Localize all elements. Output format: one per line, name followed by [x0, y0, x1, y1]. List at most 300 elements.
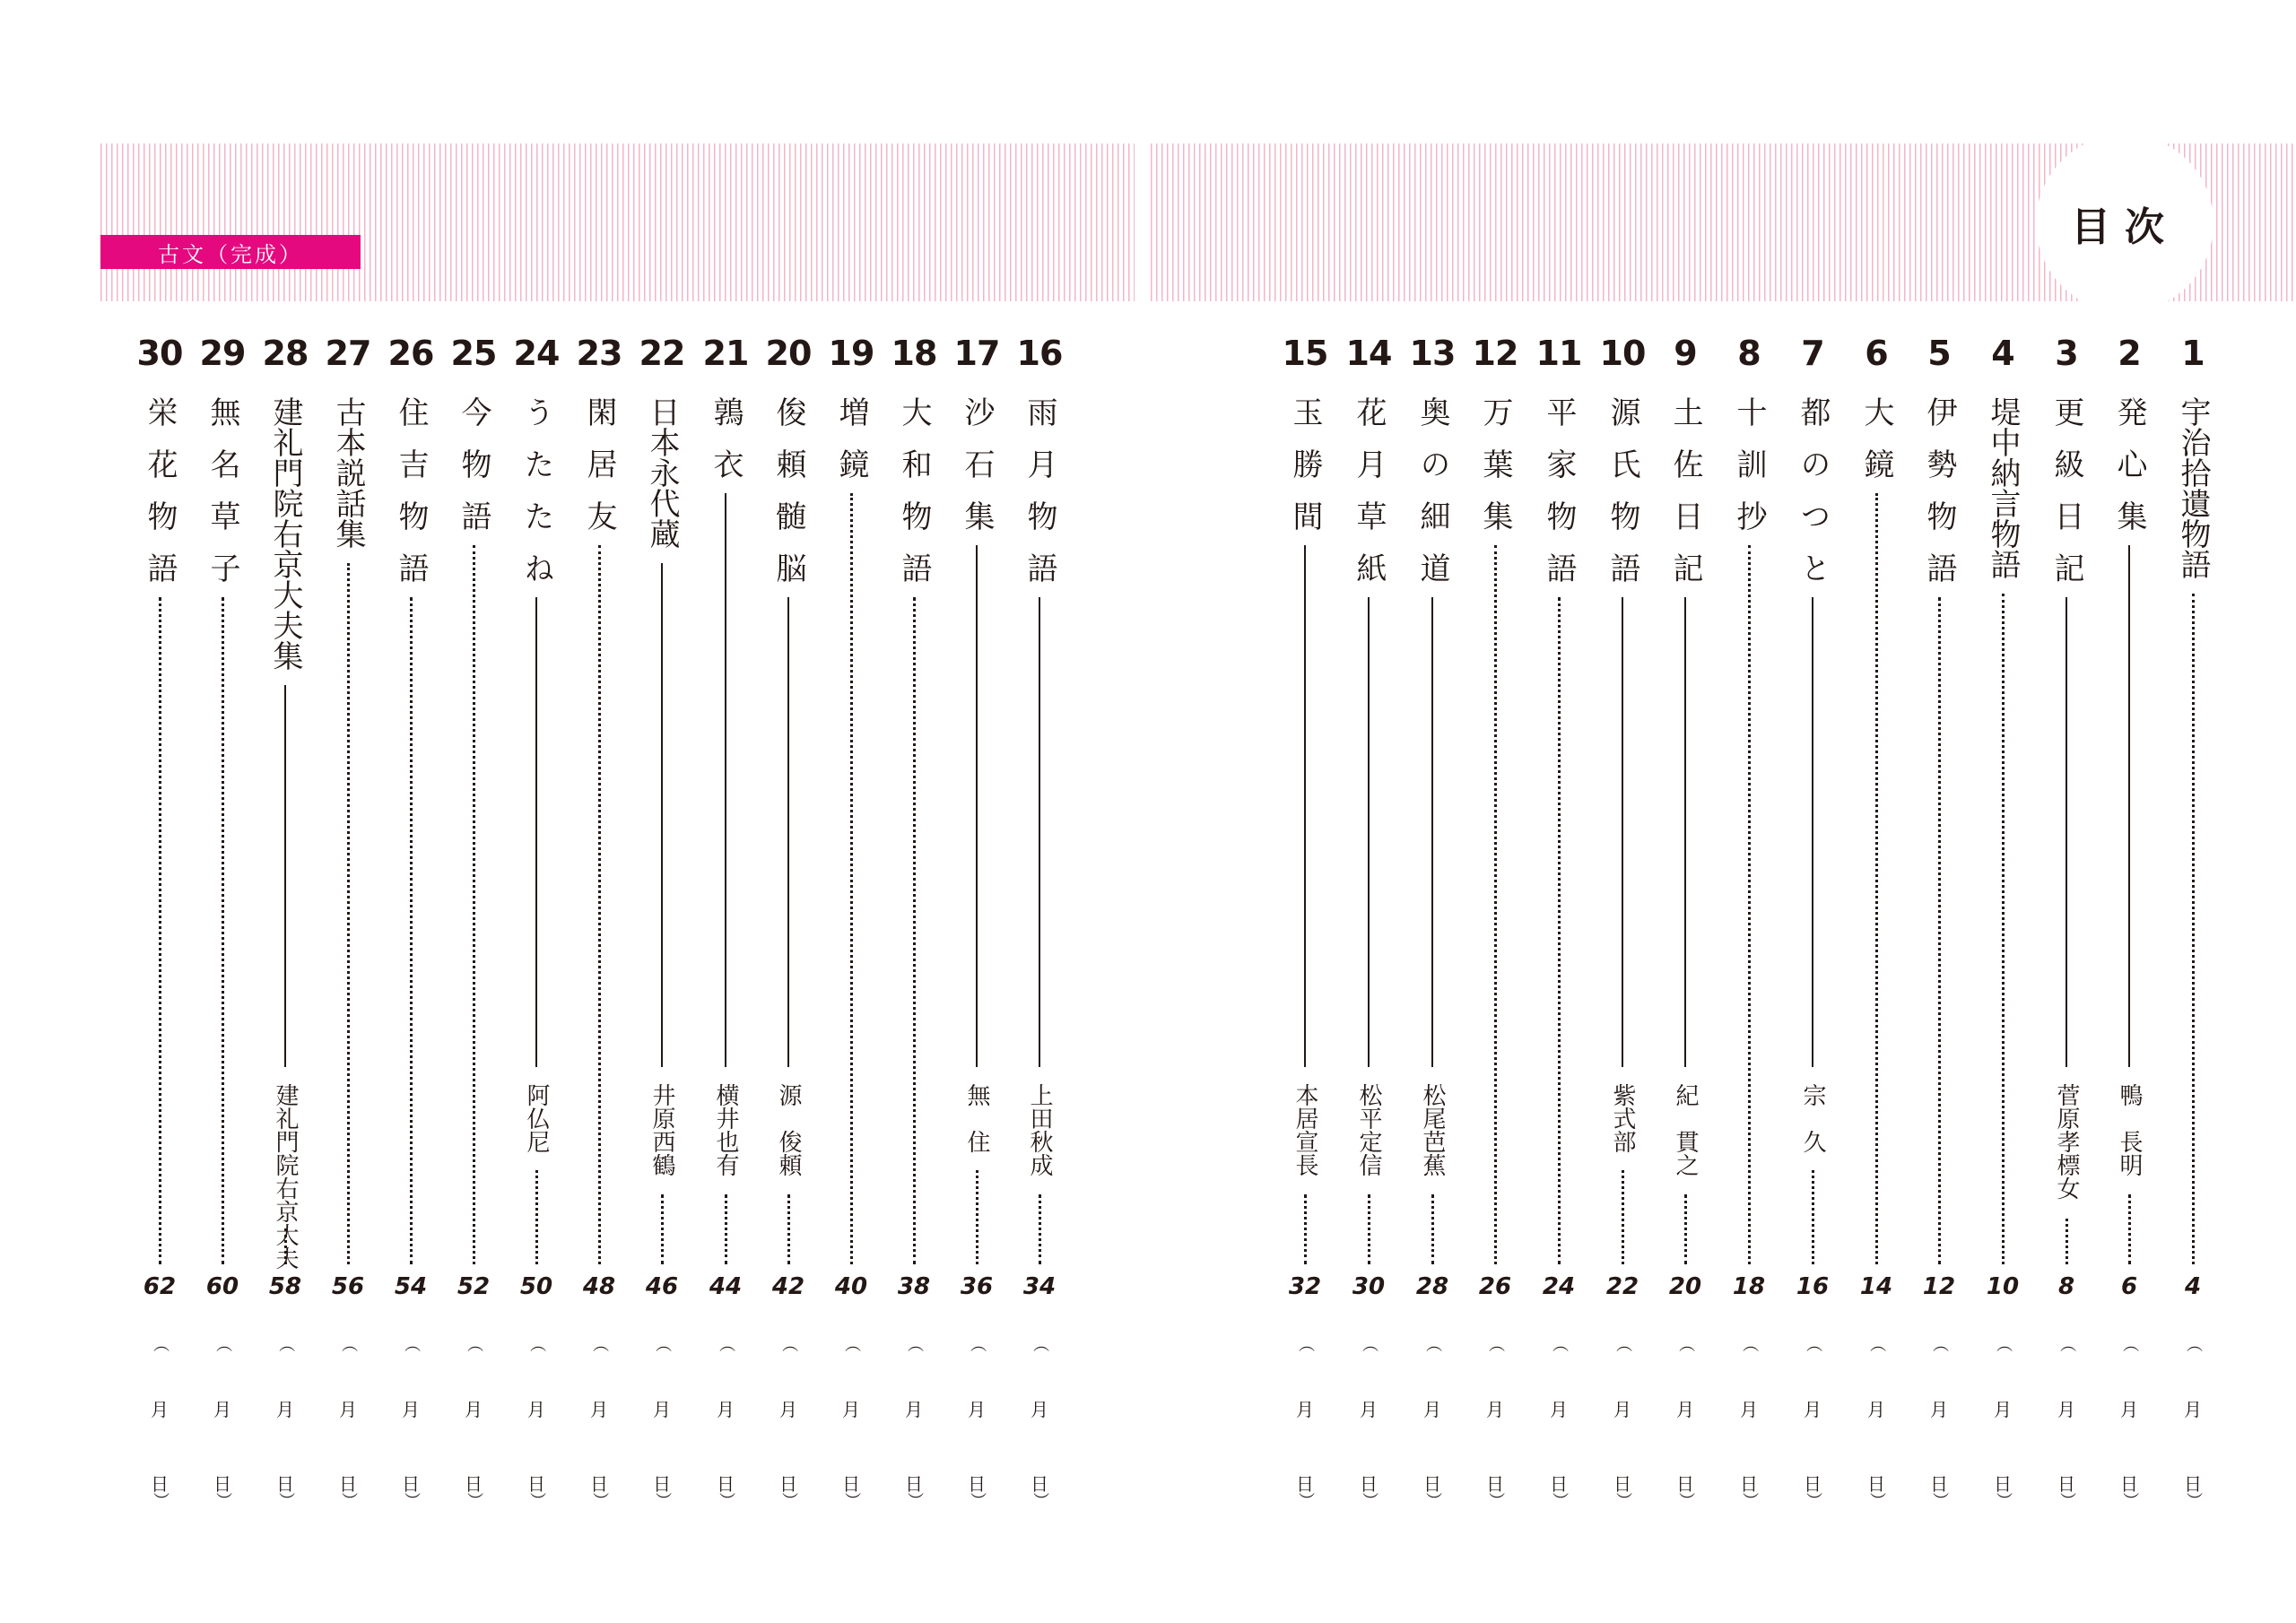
day-label: 日	[1994, 1473, 2012, 1495]
entry-author: 上田秋成	[1026, 1083, 1053, 1176]
study-date-field	[1591, 1327, 1654, 1508]
leader-dots	[2128, 1194, 2131, 1264]
entry-author: 井原西鶴	[648, 1083, 675, 1176]
study-date-field	[317, 1327, 379, 1508]
leader-dots	[913, 597, 916, 1264]
entry-author: 横井也有	[712, 1083, 739, 1176]
leader-dots	[1875, 493, 1878, 1264]
month-label: 月	[1296, 1399, 1314, 1420]
entry-title: 大鏡	[1858, 396, 1894, 500]
entry-page-number: 34	[1022, 1273, 1057, 1300]
entry-title: 沙石集	[959, 396, 995, 552]
study-date-field	[191, 1327, 254, 1508]
toc-entry	[945, 332, 1008, 1506]
entry-page-number: 22	[1605, 1273, 1639, 1300]
paren-close: ）	[1740, 1492, 1759, 1508]
day-label: 日	[779, 1473, 797, 1495]
day-label: 日	[1486, 1473, 1504, 1495]
entry-number: 24	[513, 334, 560, 373]
toc-entry	[254, 332, 317, 1506]
entry-page-number: 36	[960, 1273, 994, 1300]
entry-page-number: 46	[645, 1273, 679, 1300]
entry-title: 住吉物語	[393, 396, 429, 604]
entry-author: 源 俊頼	[775, 1083, 802, 1176]
entry-title: 奥の細道	[1414, 396, 1450, 604]
entry-number: 18	[891, 334, 937, 373]
month-label: 月	[905, 1399, 923, 1420]
month-label: 月	[465, 1399, 483, 1420]
paren-open: （	[842, 1336, 861, 1352]
paren-open: （	[2120, 1336, 2139, 1352]
day-label: 日	[842, 1473, 860, 1495]
study-date-field	[1527, 1327, 1590, 1508]
study-date-field	[1337, 1327, 1400, 1508]
month-label: 月	[1031, 1399, 1048, 1420]
leader-dots	[222, 597, 224, 1264]
entry-title: 堤中納言物語	[1985, 396, 2021, 579]
leader-rule	[1304, 545, 1306, 1067]
entry-number: 17	[953, 334, 1000, 373]
study-date-field	[1401, 1327, 1464, 1508]
paren-open: （	[465, 1336, 483, 1352]
toc-entry	[820, 332, 883, 1506]
leader-dots	[2066, 1219, 2068, 1264]
entry-number: 30	[136, 334, 183, 373]
entry-title: 建礼門院右京大夫集	[267, 396, 303, 671]
leader-dots	[598, 545, 601, 1264]
month-label: 月	[213, 1399, 231, 1420]
entry-title: 源氏物語	[1605, 396, 1640, 604]
leader-dots	[787, 1194, 790, 1264]
entry-title: 日本永代蔵	[644, 396, 680, 549]
paren-close: ）	[402, 1492, 421, 1508]
leader-dots	[347, 563, 350, 1264]
paren-open: （	[1867, 1336, 1886, 1352]
leader-dots	[1558, 597, 1561, 1264]
entry-page-number: 20	[1668, 1273, 1702, 1300]
leader-dots	[2192, 594, 2195, 1264]
study-date-field	[1008, 1327, 1071, 1508]
entry-title: 十訓抄	[1731, 396, 1767, 552]
study-date-field	[1908, 1327, 1970, 1508]
entry-title: 玉勝間	[1287, 396, 1323, 552]
paren-close: ）	[1296, 1492, 1315, 1508]
entry-page-number: 16	[1796, 1273, 1830, 1300]
day-label: 日	[1031, 1473, 1048, 1495]
paren-close: ）	[2057, 1492, 2076, 1508]
entry-title: 閑居友	[581, 396, 617, 552]
paren-close: ）	[590, 1492, 609, 1508]
paren-open: （	[1613, 1336, 1632, 1352]
month-label: 月	[339, 1399, 357, 1420]
entry-title: 無名草子	[204, 396, 240, 604]
leader-dots	[1938, 597, 1941, 1264]
paren-open: （	[1804, 1336, 1822, 1352]
leader-rule	[284, 685, 286, 1067]
study-date-field	[505, 1327, 568, 1508]
day-label: 日	[465, 1473, 483, 1495]
entry-author: 阿仏尼	[523, 1083, 550, 1153]
study-date-field	[568, 1327, 631, 1508]
month-label: 月	[653, 1399, 671, 1420]
entry-number: 4	[1991, 334, 2014, 373]
study-date-field	[820, 1327, 883, 1508]
entry-title: 土佐日記	[1667, 396, 1703, 604]
toc-entry	[1718, 332, 1780, 1506]
entry-title: 増鏡	[833, 396, 869, 500]
day-label: 日	[213, 1473, 231, 1495]
paren-open: （	[968, 1336, 987, 1352]
entry-page-number: 58	[268, 1273, 302, 1300]
study-date-field	[1274, 1327, 1336, 1508]
entry-page-number: 44	[709, 1273, 743, 1300]
paren-open: （	[339, 1336, 358, 1352]
day-label: 日	[2120, 1473, 2138, 1495]
study-date-field	[2035, 1327, 2098, 1508]
month-label: 月	[1676, 1399, 1694, 1420]
paren-close: ）	[1423, 1492, 1442, 1508]
paren-open: （	[2057, 1336, 2076, 1352]
leader-dots	[661, 1194, 664, 1264]
month-label: 月	[2120, 1399, 2138, 1420]
entry-page-number: 38	[897, 1273, 931, 1300]
leader-dots	[473, 545, 475, 1264]
paren-close: ）	[2120, 1492, 2139, 1508]
leader-dots	[1494, 545, 1497, 1264]
leader-dots	[1431, 1194, 1434, 1264]
entry-title: 都のつと	[1795, 396, 1831, 604]
month-label: 月	[1486, 1399, 1504, 1420]
paren-close: ）	[842, 1492, 861, 1508]
toc-entry	[1908, 332, 1970, 1506]
leader-rule	[1812, 597, 1813, 1067]
entry-author: 本居宣長	[1292, 1083, 1318, 1176]
study-date-field	[442, 1327, 505, 1508]
entry-page-number: 52	[457, 1273, 491, 1300]
entry-page-number: 60	[205, 1273, 239, 1300]
entry-title: 古本説話集	[330, 396, 366, 549]
leader-rule	[1684, 597, 1686, 1067]
toc-entry	[1654, 332, 1717, 1506]
study-date-field	[2161, 1327, 2224, 1508]
day-label: 日	[527, 1473, 545, 1495]
leader-dots	[410, 597, 413, 1264]
entry-number: 12	[1472, 334, 1518, 373]
study-date-field	[757, 1327, 820, 1508]
study-date-field	[694, 1327, 757, 1508]
paren-close: ）	[1867, 1492, 1886, 1508]
toc-entry	[1337, 332, 1400, 1506]
entry-page-number: 32	[1288, 1273, 1322, 1300]
paren-open: （	[1740, 1336, 1759, 1352]
paren-open: （	[1423, 1336, 1442, 1352]
leader-rule	[2128, 545, 2130, 1067]
leader-dots	[1684, 1194, 1687, 1264]
entry-number: 6	[1865, 334, 1888, 373]
paren-close: ）	[1486, 1492, 1505, 1508]
leader-rule	[1039, 597, 1040, 1067]
toc-entry	[1008, 332, 1071, 1506]
paren-close: ）	[1360, 1492, 1378, 1508]
entry-page-number: 28	[1415, 1273, 1449, 1300]
paren-open: （	[151, 1336, 170, 1352]
toc-entry	[1274, 332, 1336, 1506]
toc-entry	[2161, 332, 2224, 1506]
entry-number: 20	[765, 334, 812, 373]
month-label: 月	[1994, 1399, 2012, 1420]
toc-title-badge	[2036, 135, 2213, 312]
leader-dots	[976, 1170, 978, 1264]
entry-page-number: 10	[1986, 1273, 2020, 1300]
day-label: 日	[1740, 1473, 1758, 1495]
month-label: 月	[2184, 1399, 2202, 1420]
entry-number: 15	[1282, 334, 1328, 373]
paren-open: （	[1676, 1336, 1695, 1352]
month-label: 月	[1930, 1399, 1948, 1420]
entry-page-number: 8	[2057, 1273, 2075, 1300]
entry-title: 栄花物語	[142, 396, 178, 604]
month-label: 月	[276, 1399, 294, 1420]
paren-open: （	[1296, 1336, 1315, 1352]
study-date-field	[128, 1327, 191, 1508]
entry-author: 宗 久	[1799, 1083, 1826, 1153]
toc-entry	[631, 332, 693, 1506]
day-label: 日	[905, 1473, 923, 1495]
month-label: 月	[1867, 1399, 1885, 1420]
entry-title: 今物語	[456, 396, 491, 552]
month-label: 月	[1804, 1399, 1822, 1420]
paren-open: （	[1031, 1336, 1049, 1352]
paren-close: ）	[968, 1492, 987, 1508]
paren-open: （	[590, 1336, 609, 1352]
month-label: 月	[779, 1399, 797, 1420]
paren-open: （	[1930, 1336, 1949, 1352]
entry-number: 3	[2055, 334, 2078, 373]
toc-entry	[191, 332, 254, 1506]
day-label: 日	[590, 1473, 608, 1495]
entry-number: 7	[1801, 334, 1824, 373]
entry-number: 2	[2118, 334, 2141, 373]
day-label: 日	[653, 1473, 671, 1495]
entry-number: 19	[828, 334, 874, 373]
entry-number: 16	[1016, 334, 1063, 373]
leader-dots	[1039, 1194, 1041, 1264]
paren-close: ）	[1031, 1492, 1049, 1508]
entry-title: 万葉集	[1477, 396, 1513, 552]
leader-dots	[725, 1194, 727, 1264]
entry-author: 菅原孝標女	[2053, 1083, 2080, 1200]
paren-close: ）	[276, 1492, 295, 1508]
entry-page-number: 6	[2120, 1273, 2138, 1300]
study-date-field	[1654, 1327, 1717, 1508]
study-date-field	[2098, 1327, 2161, 1508]
entry-author: 松尾芭蕉	[1419, 1083, 1446, 1176]
paren-open: （	[1994, 1336, 2013, 1352]
month-label: 月	[402, 1399, 420, 1420]
entry-title: 雨月物語	[1022, 396, 1057, 604]
entry-number: 25	[450, 334, 497, 373]
paren-close: ）	[339, 1492, 358, 1508]
paren-open: （	[1360, 1336, 1378, 1352]
paren-close: ）	[1550, 1492, 1569, 1508]
section-tag: 古文（完成）	[100, 235, 361, 269]
toc-entry	[317, 332, 379, 1506]
leader-rule	[1622, 597, 1623, 1067]
leader-rule	[725, 493, 726, 1067]
paren-close: ）	[653, 1492, 672, 1508]
entry-number: 8	[1737, 334, 1761, 373]
toc-entry	[568, 332, 631, 1506]
paren-close: ）	[905, 1492, 924, 1508]
entry-author: 鴨 長明	[2116, 1083, 2143, 1176]
entry-title: 鶉衣	[708, 396, 744, 500]
toc-entry	[1527, 332, 1590, 1506]
paren-close: ）	[1930, 1492, 1949, 1508]
entry-number: 29	[199, 334, 246, 373]
entry-page-number: 42	[771, 1273, 805, 1300]
day-label: 日	[151, 1473, 169, 1495]
toc-entry	[505, 332, 568, 1506]
entry-number: 13	[1409, 334, 1456, 373]
paren-open: （	[213, 1336, 232, 1352]
paren-close: ）	[527, 1492, 546, 1508]
entry-number: 27	[325, 334, 371, 373]
month-label: 月	[2057, 1399, 2075, 1420]
entry-page-number: 30	[1352, 1273, 1386, 1300]
entry-page-number: 18	[1732, 1273, 1766, 1300]
paren-close: ）	[717, 1492, 735, 1508]
month-label: 月	[527, 1399, 545, 1420]
leader-rule	[661, 563, 663, 1067]
entry-title: 発心集	[2111, 396, 2147, 552]
paren-open: （	[717, 1336, 735, 1352]
entry-number: 23	[576, 334, 622, 373]
paren-open: （	[2184, 1336, 2203, 1352]
entry-author: 建礼門院右京大夫	[272, 1083, 299, 1270]
study-date-field	[1845, 1327, 1908, 1508]
leader-dots	[284, 1228, 287, 1264]
leader-dots	[1748, 545, 1751, 1264]
day-label: 日	[276, 1473, 294, 1495]
toc-entry	[1845, 332, 1908, 1506]
entry-number: 26	[387, 334, 434, 373]
day-label: 日	[1360, 1473, 1378, 1495]
entry-title: うたたね	[518, 396, 554, 604]
paren-open: （	[276, 1336, 295, 1352]
paren-open: （	[1486, 1336, 1505, 1352]
month-label: 月	[717, 1399, 735, 1420]
paren-open: （	[779, 1336, 798, 1352]
month-label: 月	[151, 1399, 169, 1420]
paren-open: （	[653, 1336, 672, 1352]
leader-dots	[2002, 594, 2005, 1264]
day-label: 日	[402, 1473, 420, 1495]
paren-close: ）	[151, 1492, 170, 1508]
entry-title: 花月草紙	[1351, 396, 1387, 604]
month-label: 月	[1423, 1399, 1441, 1420]
toc-entry	[1971, 332, 2034, 1506]
paren-open: （	[402, 1336, 421, 1352]
paren-close: ）	[465, 1492, 483, 1508]
study-date-field	[1781, 1327, 1844, 1508]
month-label: 月	[1360, 1399, 1378, 1420]
toc-entry	[442, 332, 505, 1506]
toc-entry	[2098, 332, 2161, 1506]
leader-dots	[850, 493, 853, 1264]
study-date-field	[379, 1327, 442, 1508]
entry-page-number: 40	[834, 1273, 868, 1300]
entry-page-number: 26	[1478, 1273, 1512, 1300]
paren-open: （	[905, 1336, 924, 1352]
paren-close: ）	[213, 1492, 232, 1508]
entry-number: 1	[2181, 334, 2205, 373]
paren-close: ）	[1676, 1492, 1695, 1508]
toc-entry	[2035, 332, 2098, 1506]
day-label: 日	[339, 1473, 357, 1495]
toc-entry	[694, 332, 757, 1506]
leader-dots	[535, 1170, 538, 1264]
day-label: 日	[1804, 1473, 1822, 1495]
entry-author: 紫式部	[1609, 1083, 1636, 1153]
entry-page-number: 48	[582, 1273, 616, 1300]
leader-rule	[1431, 597, 1433, 1067]
entry-page-number: 24	[1542, 1273, 1576, 1300]
study-date-field	[883, 1327, 945, 1508]
month-label: 月	[1613, 1399, 1631, 1420]
entry-number: 10	[1599, 334, 1646, 373]
study-date-field	[1718, 1327, 1780, 1508]
leader-dots	[1368, 1194, 1370, 1264]
entry-author: 無 住	[963, 1083, 990, 1153]
study-date-field	[1464, 1327, 1526, 1508]
toc-title: 目次	[2071, 204, 2179, 250]
day-label: 日	[2184, 1473, 2202, 1495]
toc-entry	[883, 332, 945, 1506]
toc-entry	[128, 332, 191, 1506]
entry-author: 紀 貫之	[1672, 1083, 1699, 1176]
entry-page-number: 50	[519, 1273, 553, 1300]
day-label: 日	[1550, 1473, 1568, 1495]
day-label: 日	[1613, 1473, 1631, 1495]
study-date-field	[631, 1327, 693, 1508]
left-header-band	[100, 143, 1135, 301]
study-date-field	[254, 1327, 317, 1508]
entry-number: 5	[1927, 334, 1951, 373]
day-label: 日	[1676, 1473, 1694, 1495]
leader-dots	[159, 597, 161, 1264]
paren-close: ）	[1613, 1492, 1632, 1508]
month-label: 月	[842, 1399, 860, 1420]
entry-page-number: 62	[143, 1273, 177, 1300]
leader-dots	[1622, 1170, 1624, 1264]
entry-title: 更級日記	[2048, 396, 2084, 604]
study-date-field	[945, 1327, 1008, 1508]
entry-title: 伊勢物語	[1921, 396, 1957, 604]
paren-close: ）	[2184, 1492, 2203, 1508]
entry-page-number: 56	[331, 1273, 365, 1300]
day-label: 日	[717, 1473, 735, 1495]
toc-entry	[379, 332, 442, 1506]
paren-open: （	[1550, 1336, 1569, 1352]
month-label: 月	[590, 1399, 608, 1420]
entry-title: 俊頼髄脳	[770, 396, 806, 604]
paren-close: ）	[1994, 1492, 2013, 1508]
month-label: 月	[1740, 1399, 1758, 1420]
toc-entry	[1401, 332, 1464, 1506]
leader-rule	[535, 597, 537, 1067]
paren-close: ）	[1804, 1492, 1822, 1508]
entry-title: 宇治拾遺物語	[2175, 396, 2211, 579]
